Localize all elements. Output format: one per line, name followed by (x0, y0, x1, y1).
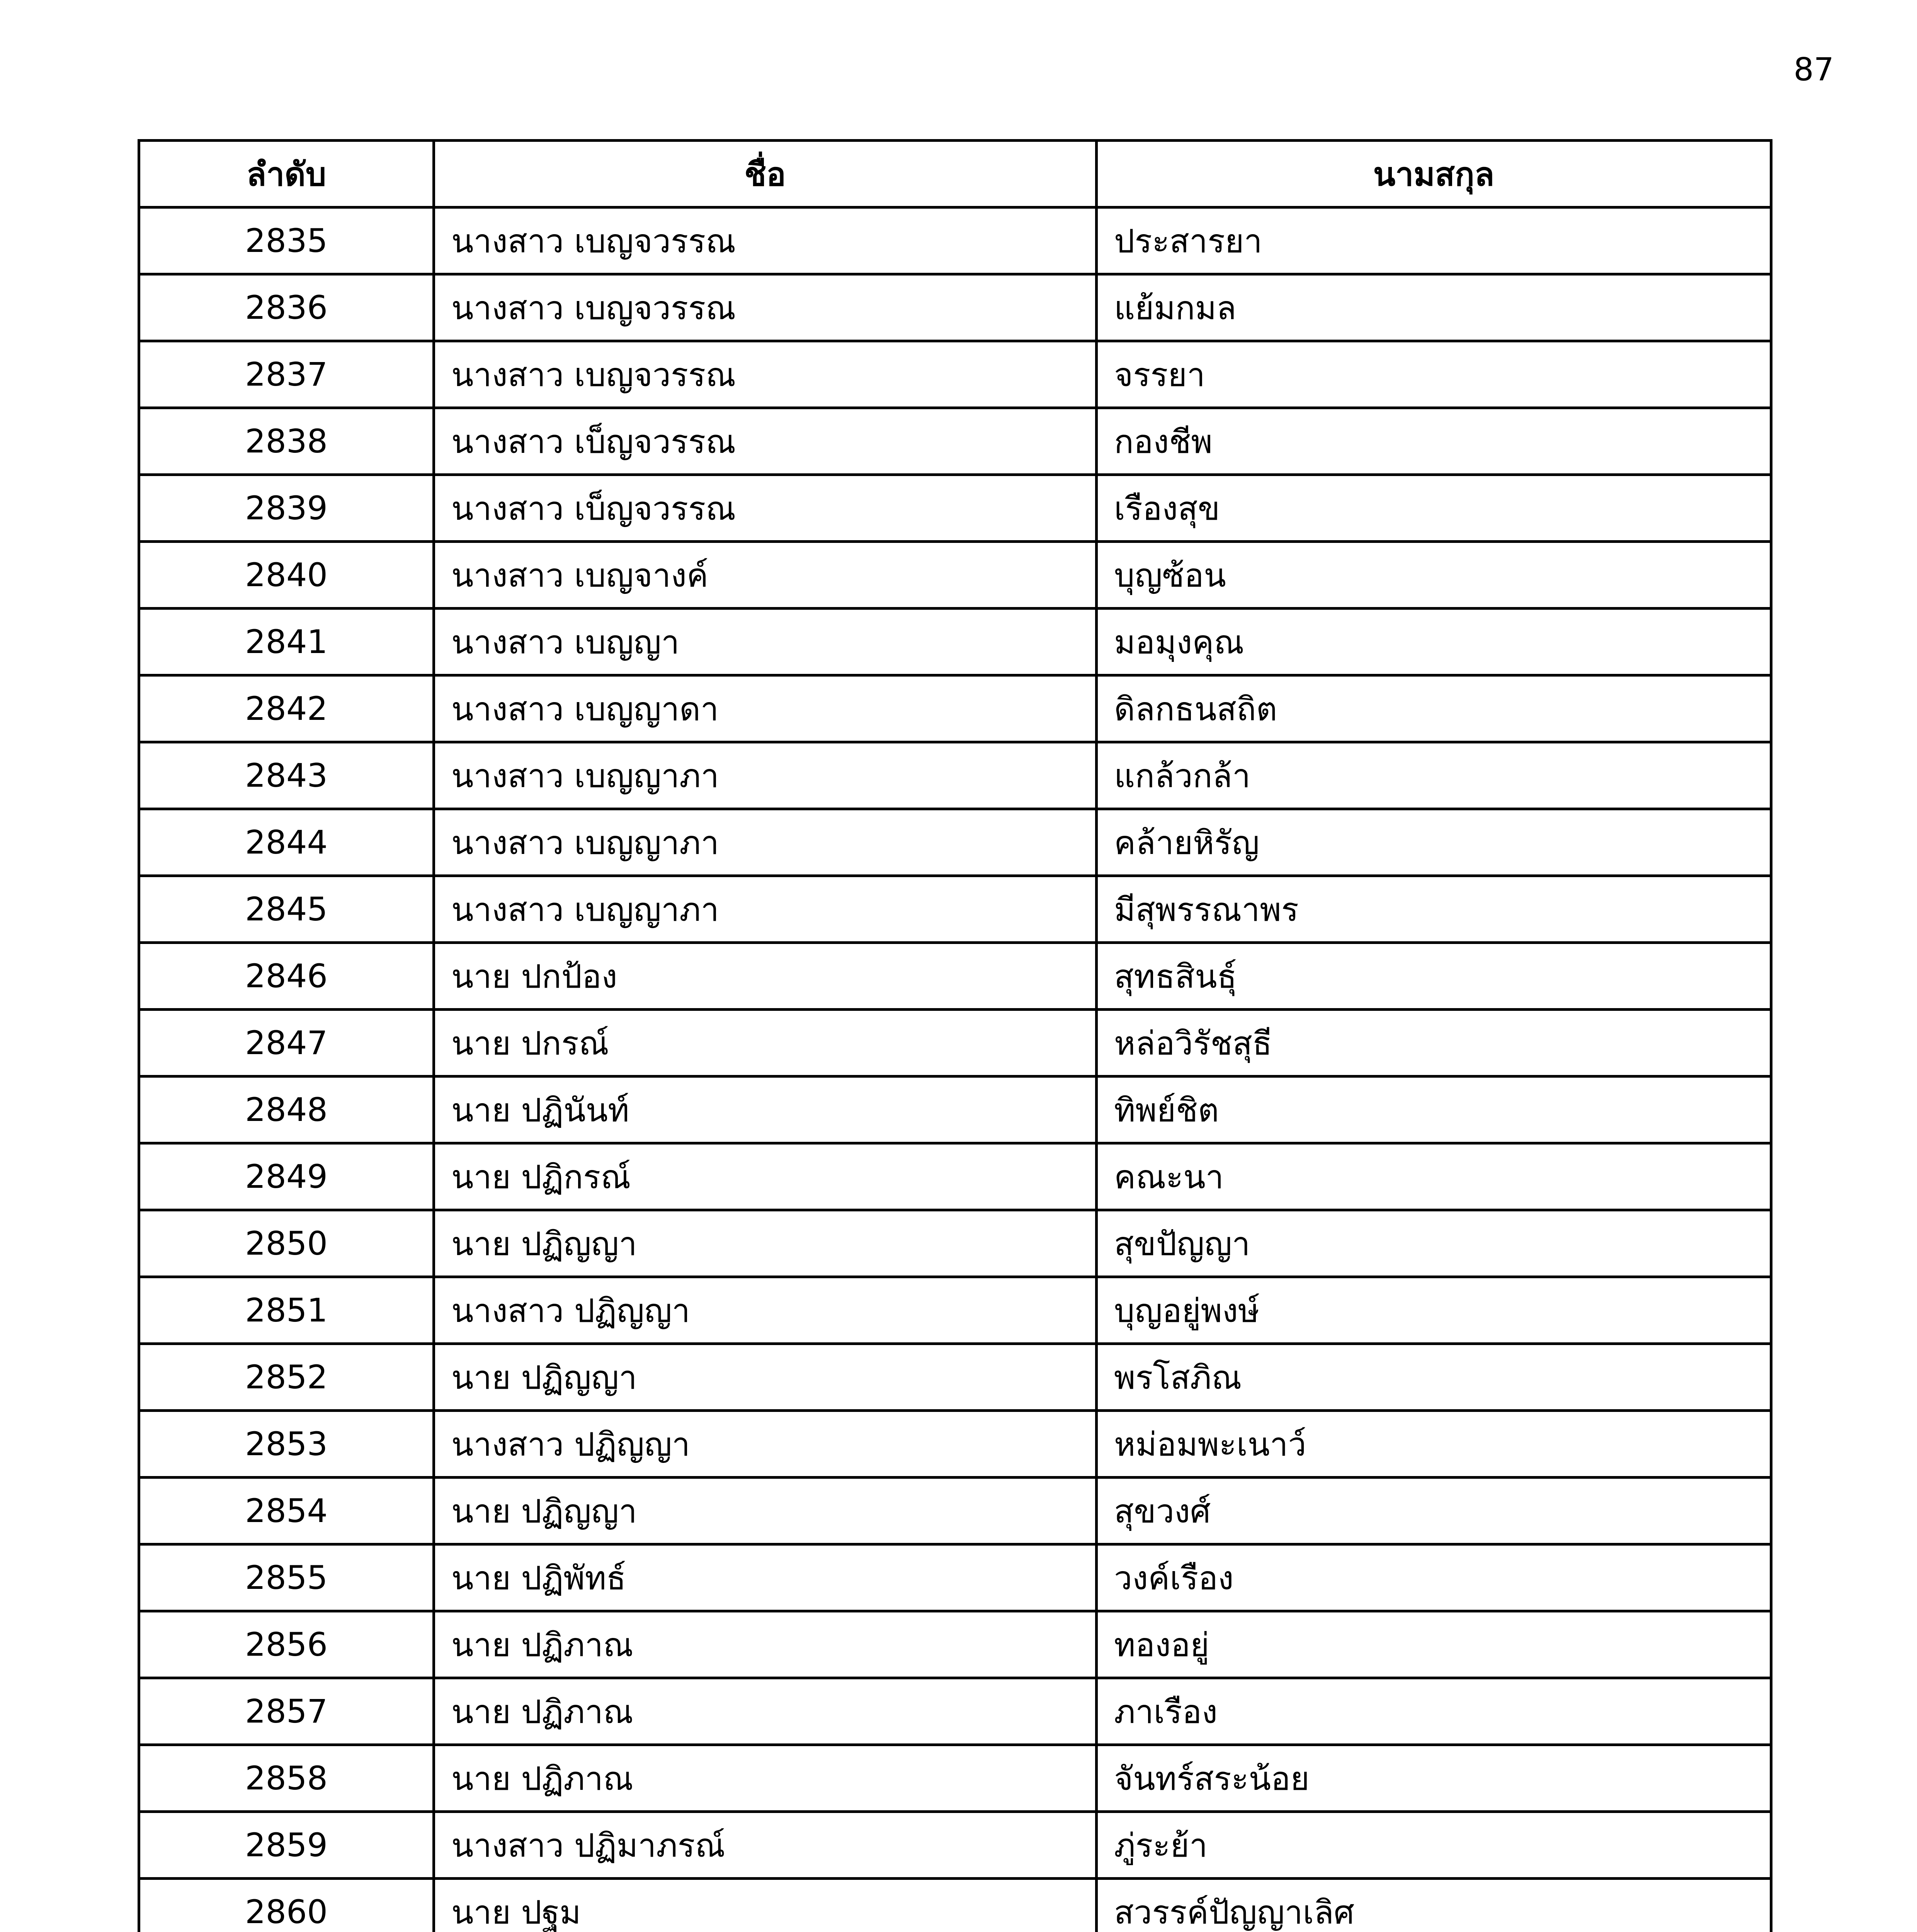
surname-cell: ทองอยู่ (1097, 1611, 1771, 1678)
order-cell: 2852 (139, 1344, 434, 1411)
table-row (139, 742, 1771, 809)
surname-cell: คล้ายหิรัญ (1097, 809, 1771, 876)
surname-cell: ดิลกธนสถิต (1097, 675, 1771, 742)
table-row (139, 609, 1771, 675)
name-cell: นางสาว เบ็ญจวรรณ (434, 475, 1097, 542)
table-row (139, 1344, 1771, 1411)
table-row (139, 1277, 1771, 1344)
order-cell: 2854 (139, 1478, 434, 1544)
column-header-order: ลำดับ (139, 141, 434, 207)
table-row (139, 1544, 1771, 1611)
table-header (139, 141, 1771, 207)
surname-cell: สุทธสินธุ์ (1097, 943, 1771, 1010)
name-cell: นางสาว เบญญาภา (434, 876, 1097, 943)
surname-cell: แย้มกมล (1097, 274, 1771, 341)
name-cell: นางสาว เบญญาภา (434, 742, 1097, 809)
table-row (139, 809, 1771, 876)
table-row (139, 1812, 1771, 1879)
surname-cell: ทิพย์ชิต (1097, 1077, 1771, 1143)
surname-cell: ภาเรือง (1097, 1678, 1771, 1745)
order-cell: 2842 (139, 675, 434, 742)
column-header-name: ชื่อ (434, 141, 1097, 207)
name-cell: นางสาว เบญญาดา (434, 675, 1097, 742)
name-cell: นาย ปฏิกรณ์ (434, 1143, 1097, 1210)
name-cell: นางสาว เบญจวรรณ (434, 207, 1097, 274)
name-cell: นางสาว เบ็ญจวรรณ (434, 408, 1097, 475)
name-cell: นางสาว ปฏิญญา (434, 1411, 1097, 1478)
order-cell: 2839 (139, 475, 434, 542)
surname-cell: บุญซ้อน (1097, 542, 1771, 609)
name-cell: นาย ปฏิญญา (434, 1344, 1097, 1411)
order-cell: 2850 (139, 1210, 434, 1277)
name-cell: นาย ปกป้อง (434, 943, 1097, 1010)
order-cell: 2836 (139, 274, 434, 341)
name-cell: นาย ปฏิญญา (434, 1478, 1097, 1544)
table-row (139, 1210, 1771, 1277)
name-cell: นาย ปฏิภาณ (434, 1678, 1097, 1745)
order-cell: 2844 (139, 809, 434, 876)
page-number: 87 (1793, 51, 1834, 88)
order-cell: 2835 (139, 207, 434, 274)
table-row (139, 1611, 1771, 1678)
table-row (139, 1745, 1771, 1812)
name-cell: นาย ปฏิพัทธ์ (434, 1544, 1097, 1611)
name-cell: นางสาว ปฏิญญา (434, 1277, 1097, 1344)
order-cell: 2847 (139, 1010, 434, 1077)
order-cell: 2853 (139, 1411, 434, 1478)
order-cell: 2837 (139, 341, 434, 408)
surname-cell: จรรยา (1097, 341, 1771, 408)
surname-cell: คณะนา (1097, 1143, 1771, 1210)
order-cell: 2840 (139, 542, 434, 609)
surname-cell: พรโสภิณ (1097, 1344, 1771, 1411)
table-row (139, 1143, 1771, 1210)
name-cell: นาย ปฐม (434, 1879, 1097, 1932)
surname-cell: สวรรค์ปัญญาเลิศ (1097, 1879, 1771, 1932)
name-cell: นางสาว เบญจางค์ (434, 542, 1097, 609)
roster-table (138, 139, 1772, 1932)
surname-cell: แกล้วกล้า (1097, 742, 1771, 809)
order-cell: 2846 (139, 943, 434, 1010)
table-row (139, 1879, 1771, 1932)
column-header-surname: นามสกุล (1097, 141, 1771, 207)
table-row (139, 408, 1771, 475)
name-cell: นางสาว ปฏิมาภรณ์ (434, 1812, 1097, 1879)
order-cell: 2857 (139, 1678, 434, 1745)
table-row (139, 1478, 1771, 1544)
table-row (139, 1010, 1771, 1077)
table-body (139, 207, 1771, 1932)
order-cell: 2838 (139, 408, 434, 475)
header-row (139, 141, 1771, 207)
surname-cell: จันทร์สระน้อย (1097, 1745, 1771, 1812)
order-cell: 2849 (139, 1143, 434, 1210)
table-row (139, 943, 1771, 1010)
surname-cell: วงค์เรือง (1097, 1544, 1771, 1611)
surname-cell: กองชีพ (1097, 408, 1771, 475)
name-cell: นางสาว เบญจวรรณ (434, 274, 1097, 341)
order-cell: 2845 (139, 876, 434, 943)
surname-cell: หล่อวิรัชสุธี (1097, 1010, 1771, 1077)
table-row (139, 876, 1771, 943)
name-cell: นาย ปฏิภาณ (434, 1745, 1097, 1812)
order-cell: 2848 (139, 1077, 434, 1143)
table-row (139, 675, 1771, 742)
name-cell: นาย ปฏินันท์ (434, 1077, 1097, 1143)
table-row (139, 274, 1771, 341)
table-row (139, 542, 1771, 609)
surname-cell: สุขวงศ์ (1097, 1478, 1771, 1544)
name-cell: นางสาว เบญญาภา (434, 809, 1097, 876)
surname-cell: เรืองสุข (1097, 475, 1771, 542)
name-cell: นาย ปฏิญญา (434, 1210, 1097, 1277)
name-cell: นาย ปฏิภาณ (434, 1611, 1097, 1678)
order-cell: 2860 (139, 1879, 434, 1932)
surname-cell: มอมุงคุณ (1097, 609, 1771, 675)
table-row (139, 1411, 1771, 1478)
order-cell: 2841 (139, 609, 434, 675)
surname-cell: ภู่ระย้า (1097, 1812, 1771, 1879)
table-row (139, 475, 1771, 542)
name-cell: นางสาว เบญจวรรณ (434, 341, 1097, 408)
order-cell: 2855 (139, 1544, 434, 1611)
table-row (139, 1678, 1771, 1745)
surname-cell: ประสารยา (1097, 207, 1771, 274)
surname-cell: สุขปัญญา (1097, 1210, 1771, 1277)
order-cell: 2843 (139, 742, 434, 809)
surname-cell: บุญอยู่พงษ์ (1097, 1277, 1771, 1344)
name-cell: นางสาว เบญญา (434, 609, 1097, 675)
order-cell: 2859 (139, 1812, 434, 1879)
order-cell: 2858 (139, 1745, 434, 1812)
order-cell: 2856 (139, 1611, 434, 1678)
name-cell: นาย ปกรณ์ (434, 1010, 1097, 1077)
table-row (139, 1077, 1771, 1143)
order-cell: 2851 (139, 1277, 434, 1344)
surname-cell: หม่อมพะเนาว์ (1097, 1411, 1771, 1478)
table-row (139, 207, 1771, 274)
table-row (139, 341, 1771, 408)
surname-cell: มีสุพรรณาพร (1097, 876, 1771, 943)
